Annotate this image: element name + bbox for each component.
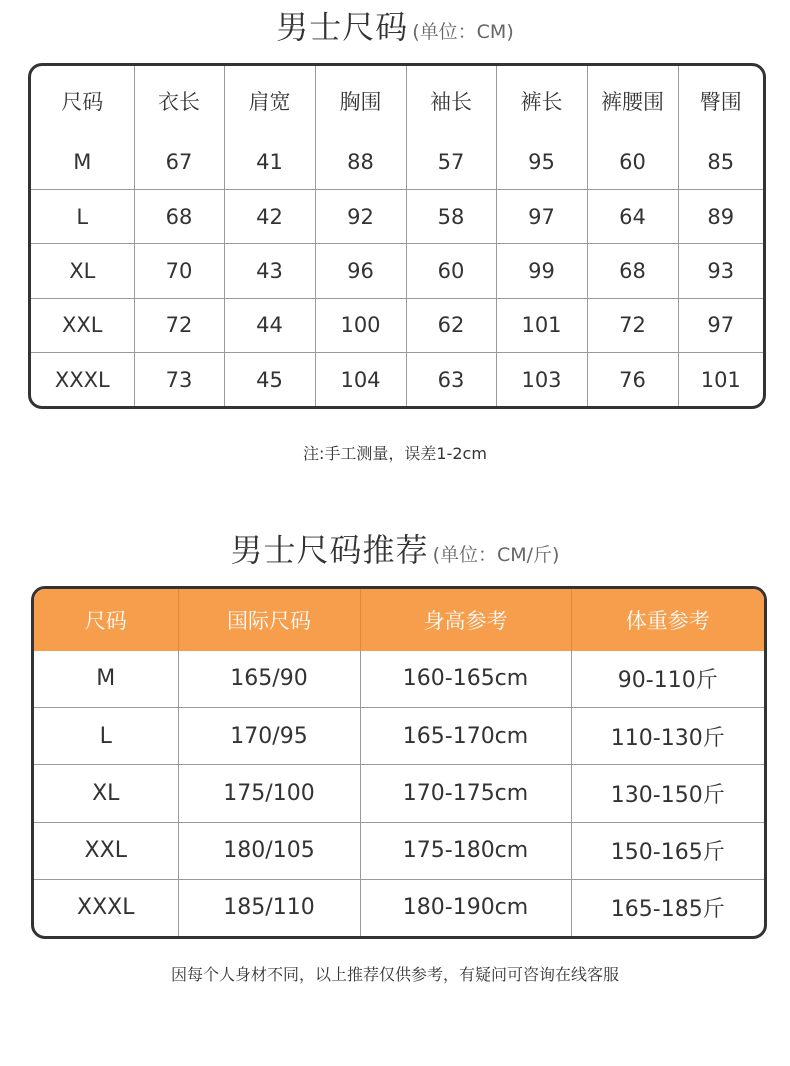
table-row (31, 244, 763, 298)
table-cell: 60 (406, 244, 496, 298)
table-header-row (34, 589, 764, 651)
table-cell: 64 (587, 189, 678, 243)
table-cell: 99 (496, 244, 587, 298)
size-chart-title-text: 男士尺码 (276, 8, 409, 46)
size-chart-title (0, 2, 790, 48)
table-cell: 88 (315, 136, 406, 189)
table-cell: 63 (406, 353, 496, 406)
table-cell: XXL (34, 822, 178, 879)
header-sleeve: 袖长 (406, 66, 496, 136)
table-cell: 72 (587, 298, 678, 352)
table-row (34, 651, 764, 707)
table-row (34, 822, 764, 879)
size-chart-unit: (单位：CM) (412, 21, 514, 43)
table-cell: 101 (700, 367, 741, 392)
size-chart-table (31, 66, 763, 406)
table-cell: 93 (678, 244, 763, 298)
header-pants-length: 裤长 (496, 66, 587, 136)
table-row (31, 136, 763, 189)
table-cell: 165/90 (178, 651, 360, 707)
table-row (34, 707, 764, 764)
header-weight-ref: 体重参考 (571, 589, 764, 651)
table-cell: 67 (134, 136, 224, 189)
table-cell: 175-180cm (360, 822, 571, 879)
table-cell: 44 (224, 298, 315, 352)
table-cell: XL (34, 765, 178, 822)
table-cell: 185/110 (178, 879, 360, 936)
size-recommendation-unit: (单位：CM/斤) (432, 544, 560, 566)
table-cell: 180-190cm (360, 879, 571, 936)
table-cell: 170-175cm (360, 765, 571, 822)
header-shoulder: 肩宽 (224, 66, 315, 136)
table-cell: 165-170cm (360, 707, 571, 764)
table-cell: 62 (406, 298, 496, 352)
table-row (31, 189, 763, 243)
table-cell: 76 (587, 353, 678, 406)
table-cell: 90-110斤 (571, 651, 764, 707)
header-size: 尺码 (34, 589, 178, 651)
table-cell: 165-185斤 (610, 897, 725, 923)
recommendation-note: 因每个人身材不同，以上推荐仅供参考，有疑问可咨询在线客服 (170, 965, 619, 984)
table-cell: L (34, 707, 178, 764)
table-cell: 43 (224, 244, 315, 298)
table-cell: 70 (134, 244, 224, 298)
table-cell: 58 (406, 189, 496, 243)
table-cell: 101 (496, 298, 587, 352)
table-cell: 100 (315, 298, 406, 352)
table-cell: 130-150斤 (571, 765, 764, 822)
table-cell: L (31, 189, 134, 243)
table-cell: 68 (134, 189, 224, 243)
table-cell: 96 (315, 244, 406, 298)
table-cell: 92 (315, 189, 406, 243)
table-cell: 175/100 (178, 765, 360, 822)
table-cell: XXXL (31, 353, 134, 406)
header-chest: 胸围 (315, 66, 406, 136)
table-row (31, 298, 763, 352)
table-cell: XXL (31, 298, 134, 352)
size-chart-table-container (28, 63, 766, 409)
table-cell: 89 (678, 189, 763, 243)
table-cell: 68 (587, 244, 678, 298)
table-cell: 110-130斤 (571, 707, 764, 764)
table-cell: 180/105 (178, 822, 360, 879)
table-cell: 160-165cm (360, 651, 571, 707)
table-cell: 60 (587, 136, 678, 189)
header-height-ref: 身高参考 (360, 589, 571, 651)
table-row (31, 353, 763, 406)
table-cell: XXXL (34, 879, 178, 936)
table-cell: 103 (496, 353, 587, 406)
table-cell: M (34, 651, 178, 707)
header-size: 尺码 (31, 66, 134, 136)
table-cell: 104 (315, 353, 406, 406)
table-cell: M (31, 136, 134, 189)
table-row (34, 765, 764, 822)
header-waist: 裤腰围 (587, 66, 678, 136)
table-cell: 97 (496, 189, 587, 243)
header-intl-size: 国际尺码 (178, 589, 360, 651)
table-cell: 42 (224, 189, 315, 243)
table-cell: 41 (224, 136, 315, 189)
table-cell: XL (31, 244, 134, 298)
size-recommendation-title (0, 525, 790, 571)
table-row (34, 879, 764, 936)
table-cell: 45 (224, 353, 315, 406)
table-cell: 95 (496, 136, 587, 189)
table-cell: 150-165斤 (571, 822, 764, 879)
table-cell: 97 (678, 298, 763, 352)
table-cell: 170/95 (178, 707, 360, 764)
size-recommendation-table-container (31, 586, 767, 939)
size-recommendation-table (34, 589, 764, 936)
measurement-note: 注:手工测量，误差1-2cm (303, 444, 487, 463)
table-cell: 73 (134, 353, 224, 406)
header-length: 衣长 (134, 66, 224, 136)
table-cell: 72 (134, 298, 224, 352)
header-hip: 臀围 (699, 90, 742, 114)
table-header-row (31, 66, 763, 136)
table-cell: 85 (678, 136, 763, 189)
table-cell: 57 (406, 136, 496, 189)
size-recommendation-title-text: 男士尺码推荐 (230, 531, 429, 569)
